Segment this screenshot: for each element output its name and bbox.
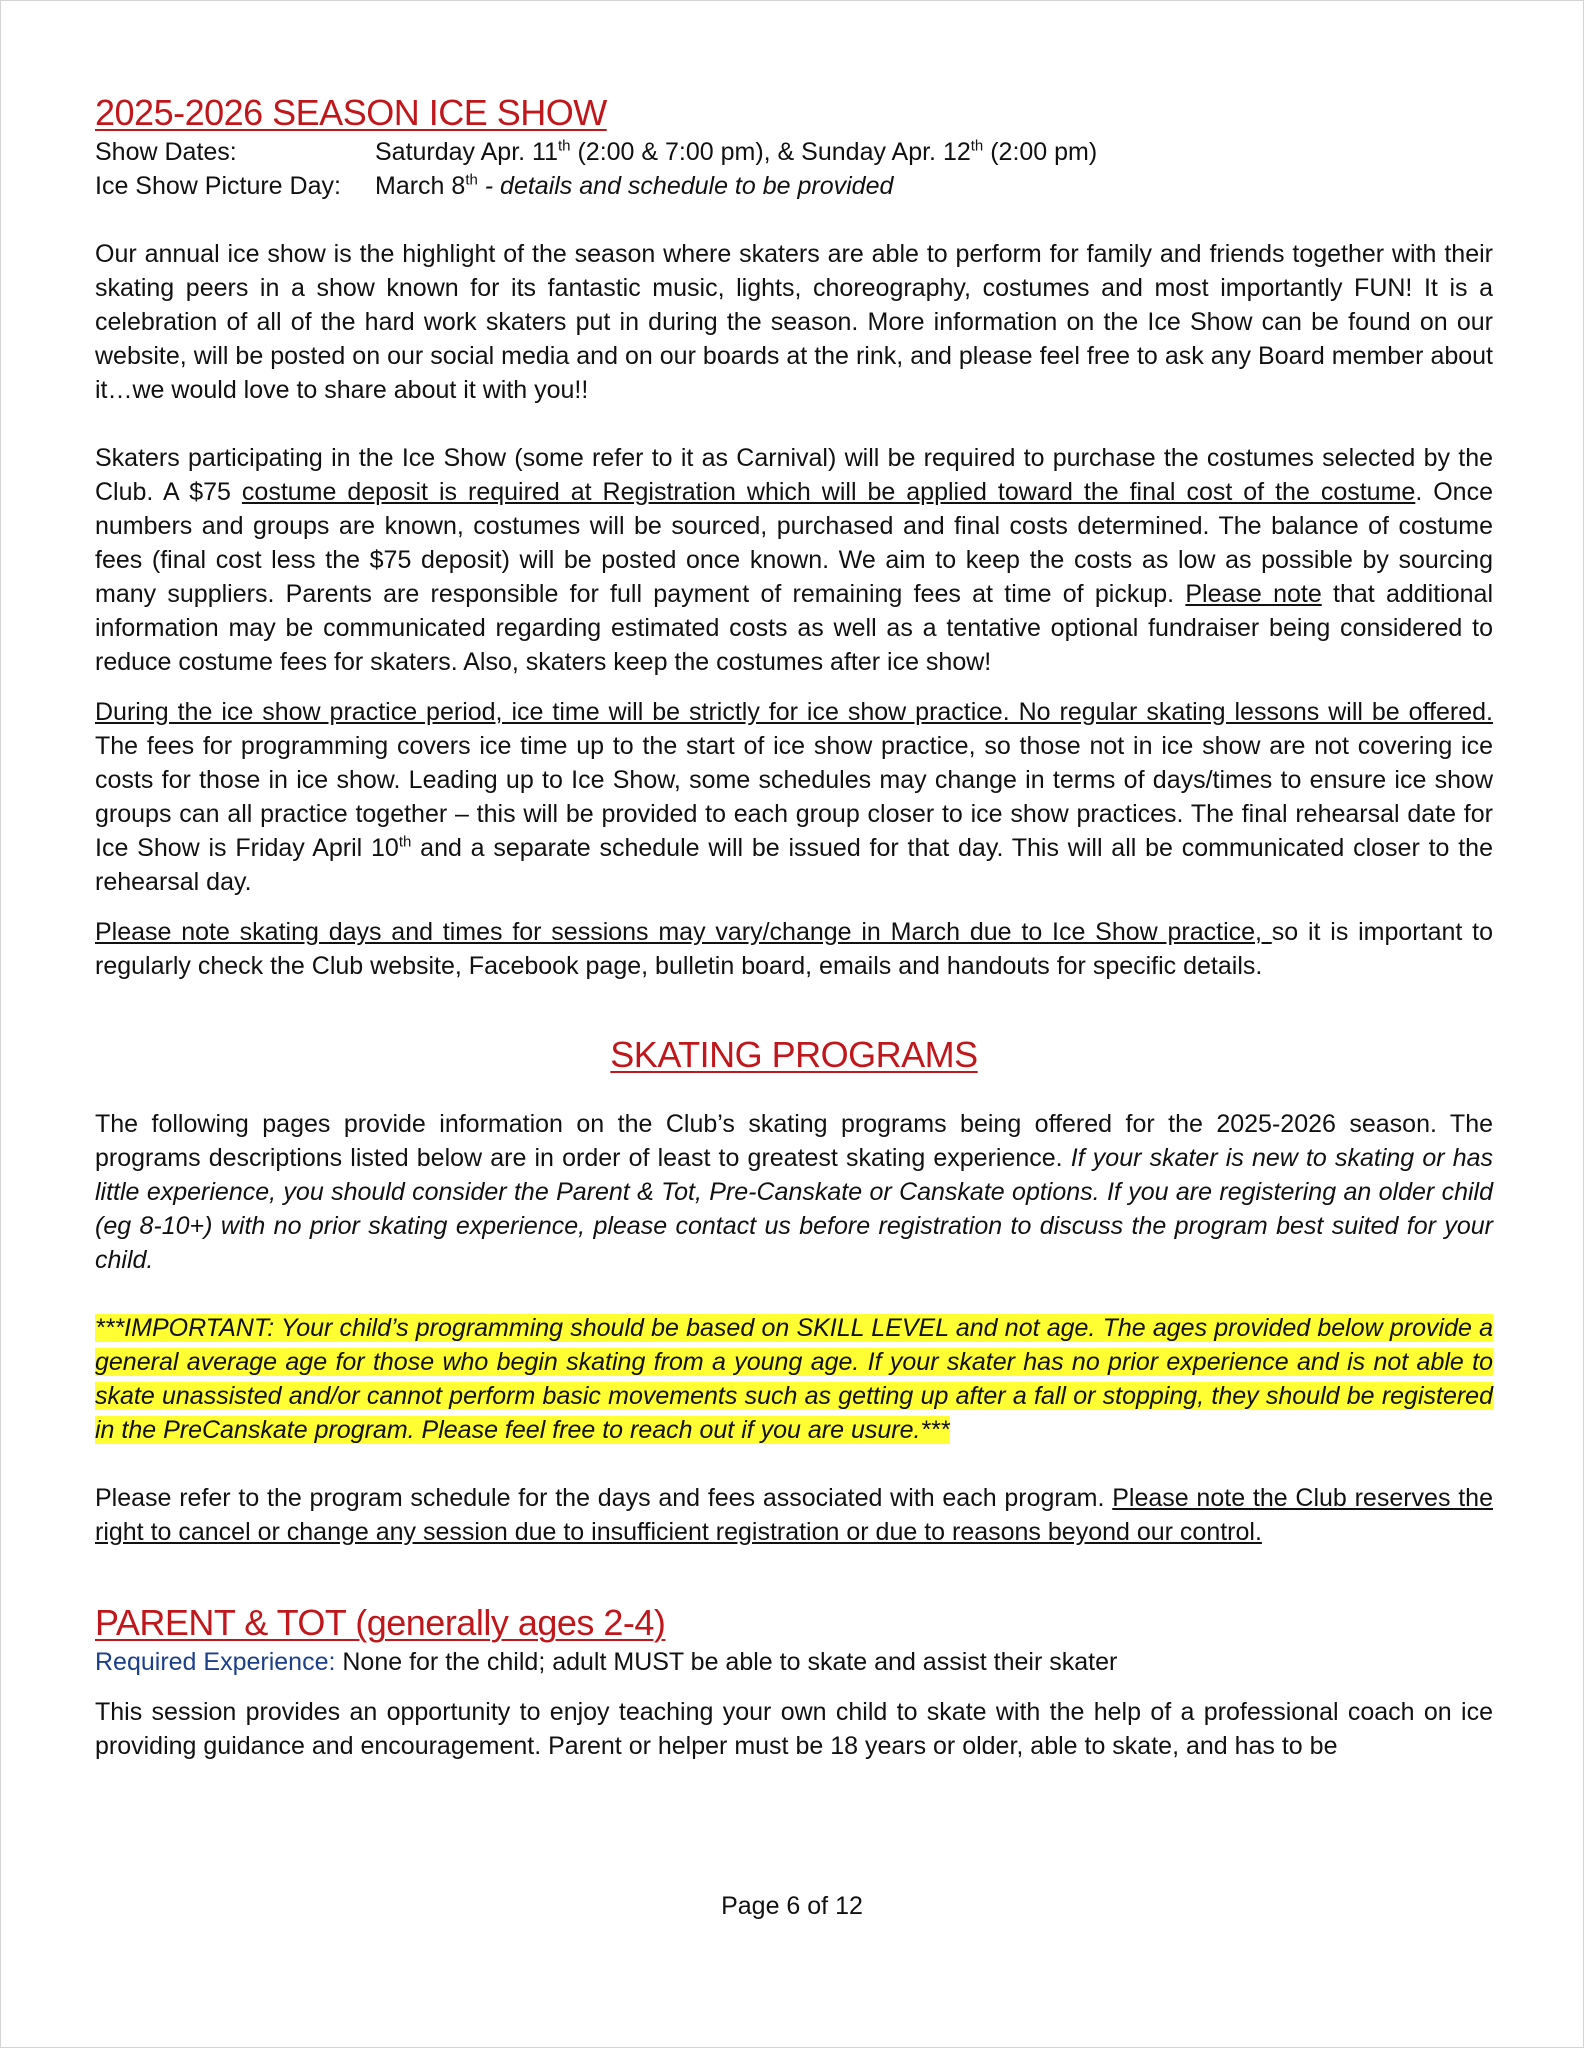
required-experience-line (95, 1645, 1493, 1679)
parent-tot-heading: PARENT & TOT (generally ages 2-4) (95, 1602, 666, 1643)
costume-paragraph: Skaters participating in the Ice Show (some refer to it as Carnival) will be required to purchase the costumes selected by the Club. A $75 costume deposit is required at Registration which will be applied toward the final cost of the costume. Once numbers and groups are known, costumes will be sourced, purchased and final costs determined. The balance of costume fees (final cost less the $75 deposit) will be posted once known. We aim to keep the costs as low as possible by sourcing many suppliers. Parents are responsible for full payment of remaining fees at time of pickup. Please note that additional information may be communicated regarding estimated costs as well as a tentative optional fundraiser being considered to reduce costume fees for skaters. Also, skaters keep the costumes after ice show! (95, 444, 1494, 676)
picture-day-row (95, 169, 1493, 203)
ice-show-intro-paragraph: Our annual ice show is the highlight of the season where skaters are able to perform for family and friends together with their skating peers in a show known for its fantastic music, lights, choreography, costumes and most importantly FUN! It is a celebration of all of the hard work skaters put in during the season. More information on the Ice Show can be found on our website, will be posted on our social media and on our boards at the rink, and please feel free to ask any Board member about it…we would love to share about it with you!! (95, 240, 1493, 404)
schedule-change-paragraph: Please note skating days and times for sessions may vary/change in March due to Ice Show practice, so it is important to regularly check the Club website, Facebook page, bulletin board, emails and handouts for specific details. (95, 918, 1493, 980)
required-experience-text: None for the child; adult MUST be able to skate and assist their skater (335, 1648, 1118, 1676)
picture-day-value: March 8th - details and schedule to be provided (375, 171, 894, 200)
required-experience-label: Required Experience: (95, 1648, 336, 1676)
important-notice: ***IMPORTANT: Your child’s programming should be based on SKILL LEVEL and not age. The ages provided below provide a general average age for those who begin skating from a young age. If your skater has no prior experience and is not able to skate unassisted and/or cannot perform basic movements such as getting up after a fall or stopping, they should be registered in the PreCanskate program. Please feel free to reach out if you are usure.*** (95, 1314, 1493, 1444)
programs-intro-paragraph: The following pages provide information on the Club’s skating programs being offered for the 2025-2026 season. The programs descriptions listed below are in order of least to greatest skating experience. If your skater is new to skating or has little experience, you should consider the Parent & Tot, Pre-Canskate or Canskate options. If you are registering an older child (eg 8-10+) with no prior skating experience, please contact us before registration to discuss the program best suited for your child. (95, 1110, 1494, 1274)
show-dates-row (95, 135, 1493, 169)
page-number: Page 6 of 12 (721, 1892, 863, 1920)
show-dates-label: Show Dates: (95, 138, 237, 166)
parent-tot-description: This session provides an opportunity to enjoy teaching your own child to skate with the help of a professional coach on ice providing guidance and encouragement. Parent or helper must be 18 years or older, able to skate, and has to be (95, 1698, 1493, 1760)
show-dates-value: Saturday Apr. 11th (2:00 & 7:00 pm), & Sunday Apr. 12th (2:00 pm) (375, 137, 1098, 166)
picture-day-label: Ice Show Picture Day: (95, 172, 341, 200)
practice-period-paragraph: During the ice show practice period, ice time will be strictly for ice show practice. No regular skating lessons will be offered. The fees for programming covers ice time up to the start of ice show practice, so those not in ice show are not covering ice costs for those in ice show. Leading up to Ice Show, some schedules may change in terms of days/times to ensure ice show groups can all practice together – this will be provided to each group closer to ice show practices. The final rehearsal date for Ice Show is Friday April 10th and a separate schedule will be issued for that day. This will all be communicated closer to the rehearsal day. (95, 698, 1493, 896)
page-content (95, 91, 1493, 1763)
ice-show-heading: 2025-2026 SEASON ICE SHOW (95, 92, 607, 133)
program-schedule-paragraph: Please refer to the program schedule for the days and fees associated with each program. Please note the Club reserves the right to cancel or change any session due to insufficient registration or due to reasons beyond our control. (95, 1484, 1493, 1546)
skating-programs-heading: SKATING PROGRAMS (610, 1034, 978, 1075)
